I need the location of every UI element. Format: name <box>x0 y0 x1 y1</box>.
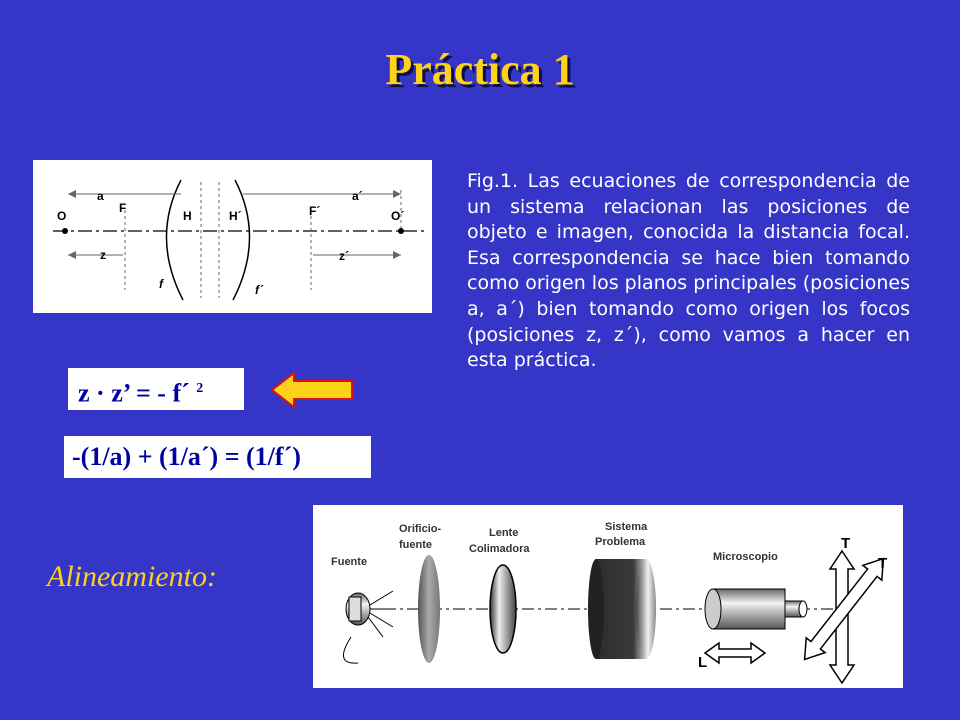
setup-svg <box>313 505 903 688</box>
equation-newton-exponent: 2 <box>196 381 204 396</box>
figure-caption: Fig.1. Las ecuaciones de correspondencia de un sistema relacionan las posiciones de objeto e imagen, conocida la distancia focal. Esa correspondencia se hace bien tomando como origen los planos principales (posiciones a, a´) bien tomando como origen los focos (posiciones z, z´), como vamos a hacer en esta práctica. <box>467 170 911 372</box>
object-point <box>62 228 68 234</box>
label-lente-2: Colimadora <box>469 543 530 555</box>
label-O-prime: O´ <box>391 209 405 223</box>
image-point <box>398 228 404 234</box>
label-a-prime: a´ <box>352 189 363 203</box>
alignment-label: Alineamiento: <box>47 560 217 593</box>
label-z-prime: z´ <box>339 249 349 263</box>
label-F: F <box>119 201 127 215</box>
equation-newton-text: z · z’ = - f´ <box>78 378 190 408</box>
label-z: z <box>100 248 106 262</box>
label-microscopio: Microscopio <box>713 551 778 563</box>
equation-newton <box>68 368 244 410</box>
arrow-z <box>68 251 76 259</box>
fig1-svg <box>33 160 432 313</box>
arrow-a-prime <box>393 190 401 198</box>
microscope-icon <box>705 589 807 629</box>
label-T-vertical: T <box>841 535 851 552</box>
equation-gauss: -(1/a) + (1/a´) = (1/f´) <box>64 436 371 478</box>
lens-right-surface <box>233 180 250 300</box>
label-sistema-1: Sistema <box>605 521 648 533</box>
label-O: O <box>57 209 67 223</box>
label-sistema-2: Problema <box>595 536 646 548</box>
arrow-z-prime <box>393 251 401 259</box>
label-a: a <box>97 189 104 203</box>
label-T-diagonal: T <box>878 555 888 572</box>
lens-left-surface <box>166 180 183 300</box>
label-f-prime: f´ <box>255 283 263 297</box>
label-fuente: Fuente <box>331 556 368 568</box>
label-H: H <box>183 209 192 223</box>
label-orificio-1: Orificio- <box>399 523 442 535</box>
alignment-setup-diagram <box>313 505 903 688</box>
arrow-a <box>68 190 76 198</box>
pointer-arrow-icon <box>270 370 355 410</box>
light-source-icon <box>343 591 395 663</box>
label-orificio-2: fuente <box>399 539 432 551</box>
pinhole-disk-icon <box>418 555 440 663</box>
label-lente-1: Lente <box>489 527 519 539</box>
slide-title: Práctica 1 <box>385 45 575 94</box>
translation-L-arrow-icon <box>705 643 765 663</box>
label-H-prime: H´ <box>229 209 242 223</box>
problem-system-icon <box>588 559 656 659</box>
collimating-lens-icon <box>490 565 516 653</box>
label-F-prime: F´ <box>309 204 321 218</box>
label-f: f <box>159 277 163 291</box>
fig1-diagram <box>33 160 432 313</box>
label-L: L <box>698 654 708 671</box>
